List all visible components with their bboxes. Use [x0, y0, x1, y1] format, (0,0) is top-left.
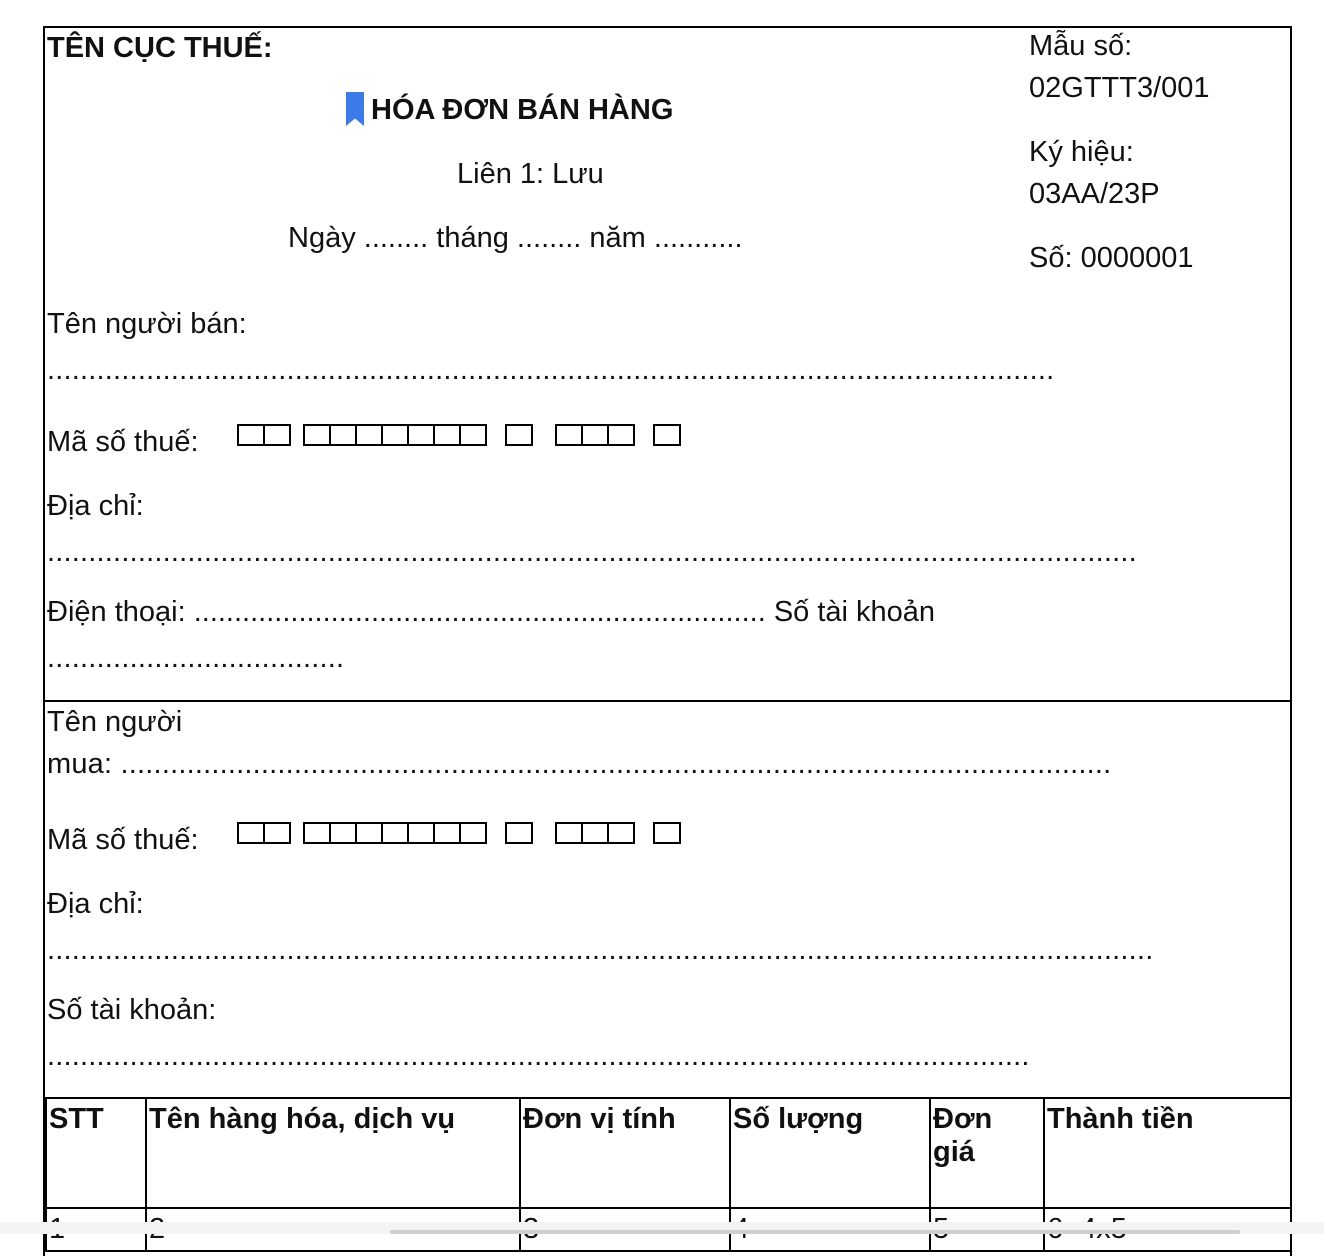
header-unit-price: Đơn giá — [930, 1098, 1044, 1208]
invoice-title: HÓA ĐƠN BÁN HÀNG — [371, 94, 674, 126]
symbol-label: Ký hiệu: — [1029, 136, 1134, 168]
form-number-value: 02GTTT3/001 — [1029, 72, 1210, 104]
seller-name-label: Tên người bán: — [47, 308, 247, 340]
header-item-name: Tên hàng hóa, dịch vụ — [146, 1098, 520, 1208]
seller-phone-account-line: Điện thoại: ....................................................................... Số tài khoản — [47, 596, 936, 628]
seller-tax-code-boxes[interactable] — [237, 424, 693, 446]
buyer-address-label: Địa chỉ: — [47, 888, 144, 920]
form-number-label: Mẫu số: — [1029, 30, 1133, 62]
header-unit: Đơn vị tính — [520, 1098, 730, 1208]
header-amount: Thành tiền — [1044, 1098, 1291, 1208]
buyer-account-label: Số tài khoản: — [47, 994, 217, 1026]
seller-tax-label: Mã số thuế: — [47, 426, 199, 458]
buyer-account-dots: ....................................................................................................................... — [47, 1040, 1030, 1072]
bookmark-icon[interactable] — [346, 92, 364, 126]
buyer-name-line: mua: ........................................................................................................................ — [47, 748, 1112, 780]
invoice-form — [43, 26, 1292, 1256]
seller-account-dots: .................................... — [47, 642, 345, 674]
invoice-number: Số: 0000001 — [1029, 242, 1194, 274]
seller-address-label: Địa chỉ: — [47, 490, 144, 522]
copy-label: Liên 1: Lưu — [457, 158, 604, 190]
horizontal-scrollbar[interactable] — [390, 1230, 1240, 1234]
symbol-value: 03AA/23P — [1029, 178, 1160, 210]
seller-address-dots: .................................................................................................................................... — [47, 536, 1137, 568]
header-stt: STT — [46, 1098, 146, 1208]
buyer-tax-label: Mã số thuế: — [47, 824, 199, 856]
buyer-tax-code-boxes[interactable] — [237, 822, 693, 844]
buyer-name-label: Tên người — [47, 706, 183, 738]
section-divider — [45, 700, 1290, 702]
buyer-address-dots: ...................................................................................................................................... — [47, 934, 1154, 966]
header-quantity: Số lượng — [730, 1098, 930, 1208]
seller-name-dots: .......................................................................................................................... — [47, 354, 1055, 386]
date-line: Ngày ........ tháng ........ năm ........... — [288, 222, 743, 254]
tax-department-label: TÊN CỤC THUẾ: — [47, 32, 273, 64]
